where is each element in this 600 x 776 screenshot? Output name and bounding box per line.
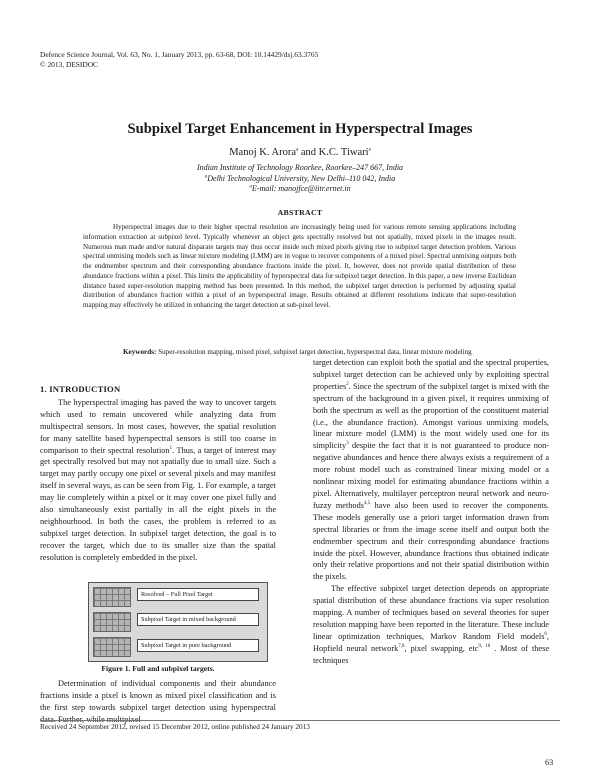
affiliation-2-text: Delhi Technological University, New Delhi–110 042, India — [207, 173, 396, 183]
citation-1: 1 — [169, 445, 173, 451]
copyright-line: © 2013, DESIDOC — [40, 60, 98, 69]
paper-title: Subpixel Target Enhancement in Hyperspectral Images — [127, 121, 473, 137]
intro-p1-part-a: The hyperspectral imaging has paved the way to uncover targets which used to remain uncovered while analyzing data from multispectral sensors. In most cases, however, the spatial resolution for many satellite based hyperspectral sensors is still too coarse in comparison to their spectral resolution — [40, 397, 276, 455]
author-2-sup: a — [368, 147, 371, 153]
figure-label-mixed: Subpixel Target in mixed background — [137, 613, 259, 626]
citation-6: 6 — [544, 632, 547, 638]
author-1: Manoj K. Arora — [229, 147, 296, 158]
author-and: and — [298, 147, 319, 158]
right-p1-part-b: . Since the spectrum of the subpixel target is mixed with the spectrum of the background in a given pixel, it requires unmixing of both the spectrum as well as the proportion of the constituent material (i.e., the abundance fraction). Amongst various unmixing models, linear mixture model (LMM) is the most widely used one for its simplicity — [313, 381, 549, 451]
left-column — [40, 384, 276, 564]
right-p1-part-a: target detection can exploit both the spatial and the spectral properties, subpixel target detection can be achieved only by exploiting spectral properties — [313, 358, 549, 391]
author-2: K.C. Tiwari — [318, 147, 369, 158]
citation-2: 2 — [346, 382, 349, 388]
right-p2-part-d: . Most of these techniques — [313, 643, 550, 665]
affiliation-1: Indian Institute of Technology Roorkee, Roorkee–247 667, India — [196, 163, 404, 172]
page-number: 63 — [545, 758, 554, 767]
intro-paragraph-1 — [40, 397, 276, 564]
right-p1-part-d: have also been used to recover the components. These models generally use a priori target information drawn from spectral libraries or from the image scene itself and output both the endmember spectrum and their corresponding abundance fractions inside the pixel. However, abundance fractions thus obtained indicate only their relative proportions and not their spatial distribution within the pixels. — [313, 500, 549, 582]
affiliations — [0, 163, 600, 195]
intro-p1-part-b: . Thus, a target of interest may get spectrally resolved but may not spatially due to small size. Such a target may partly occupy one pixel or several pixels and may manifest itself in several ways, as can be seen from Fig. 1. For example, a target may lie completely within a pixel or it may cover one pixel fully and also simultaneously exist partially in all the eight pixels in the neighbourhood. In both the cases, the problem is referred to as subpixel target detection. In subpixel target detection, the goal is to recover the target, which due to its smaller size than the spatial resolution is completely embedded in the pixel. — [40, 445, 276, 562]
right-p2-part-a: The effective subpixel target detection depends on appropriate spatial distribution of these abundance fractions via super resolution mapping. A number of techniques based on several theories for super resolution mapping have been reported in the literature. These include linear optimization techniques, Markov Random Field models — [313, 584, 549, 641]
citation-4-5: 4,5 — [363, 501, 371, 507]
footer-rule — [40, 720, 560, 721]
figure-label-pure: Subpixel Target in pure background — [137, 639, 259, 652]
author-email — [0, 184, 600, 195]
intro-paragraph-2: Determination of individual components and their abundance fractions inside a pixel is known as mixed pixel classification and is the first step towards subpixel target detection using hyperspectral data. Further, while multipixel — [40, 679, 276, 724]
affiliation-2 — [0, 174, 600, 185]
right-paragraph-2 — [313, 583, 549, 666]
abstract-text: Hyperspectral images due to their higher spectral resolution are increasingly being used for various remote sensing applications including information extraction at subpixel level. Typically whenever an object gets spectrally resolved but not spatially, mixed pixels in the images result. Numerous man made and/or natural disparate targets may thus occur inside such mixed pixels giving rise to subpixel target detection problem. Various spectral unmixing models such as linear mixture modeling (LMM) are in vogue to recover components of a mixed pixel. Spectral unmixing outputs both the endmember spectrum and their corresponding abundance fractions inside the pixel. It, however, does not provide spatial distribution of these abundance fractions within a pixel. This limits the applicability of hyperspectral data for subpixel target detection. In this paper, a new inverse Euclidean distance based super-resolution mapping method has been presented. In this method, the subpixel target detection is performed by adjusting spatial distribution of abundance fraction within a pixel of an hyperspectral image. Results obtained at different resolutions indicate that super-resolution mapping may effectively be utilized in enhancing the target detection at sub-pixel level. — [83, 223, 516, 309]
right-paragraph-1 — [313, 357, 549, 583]
figure-label-full-pixel: Resolved – Full Pixel Target — [137, 588, 259, 601]
figure-1-caption: Figure 1. Full and subpixel targets. — [101, 664, 215, 673]
section-heading-introduction: 1. INTRODUCTION — [40, 384, 121, 394]
pixel-grid-full-target — [93, 587, 131, 607]
figure-1 — [88, 582, 268, 662]
author-1-sup: a — [296, 147, 299, 153]
pixel-grid-mixed-background — [93, 612, 131, 632]
journal-citation: Defence Science Journal, Vol. 63, No. 1, January 2013, pp. 63-68, DOI: 10.14429/dsj.63.3765 — [40, 50, 319, 59]
email-text: E-mail: manojfce@iitr.ernet.in — [251, 184, 351, 193]
journal-header — [40, 50, 318, 70]
right-p2-part-b: , Hopfield neural network — [313, 631, 549, 653]
received-dates: Received 24 September 2012, revised 15 December 2012, online published 24 January 2013 — [40, 722, 310, 731]
citation-7-8: 7,8 — [398, 643, 405, 649]
right-p1-part-c: despite the fact that it is not guaranteed to produce non-negative abundances and hence there always exists a requirement of a more robust model such as constrained linear mixing model or a nonlinear mixing model for estimating abundance fractions within a pixel. Alternatively, multilayer perceptron neural network and neuro-fuzzy methods — [313, 441, 549, 510]
author-line — [0, 147, 600, 158]
affiliation-2-sup: a — [204, 173, 208, 179]
right-p2-part-c: , pixel swapping, etc — [404, 643, 479, 653]
citation-9-10: 9, 10 — [478, 643, 491, 649]
keywords-label: Keywords: — [123, 348, 157, 356]
figure-1-pixel-grids — [93, 587, 131, 657]
email-sup: a — [249, 184, 252, 190]
keywords-text: Super-resolution mapping, mixed pixel, subpixel target detection, hyperspectral data, linear mixture modeling — [156, 348, 472, 356]
left-column-continued — [40, 678, 276, 726]
abstract-heading: ABSTRACT — [277, 208, 323, 217]
pixel-grid-pure-background — [93, 637, 131, 657]
right-column — [313, 357, 549, 667]
citation-3: 3 — [346, 441, 349, 447]
